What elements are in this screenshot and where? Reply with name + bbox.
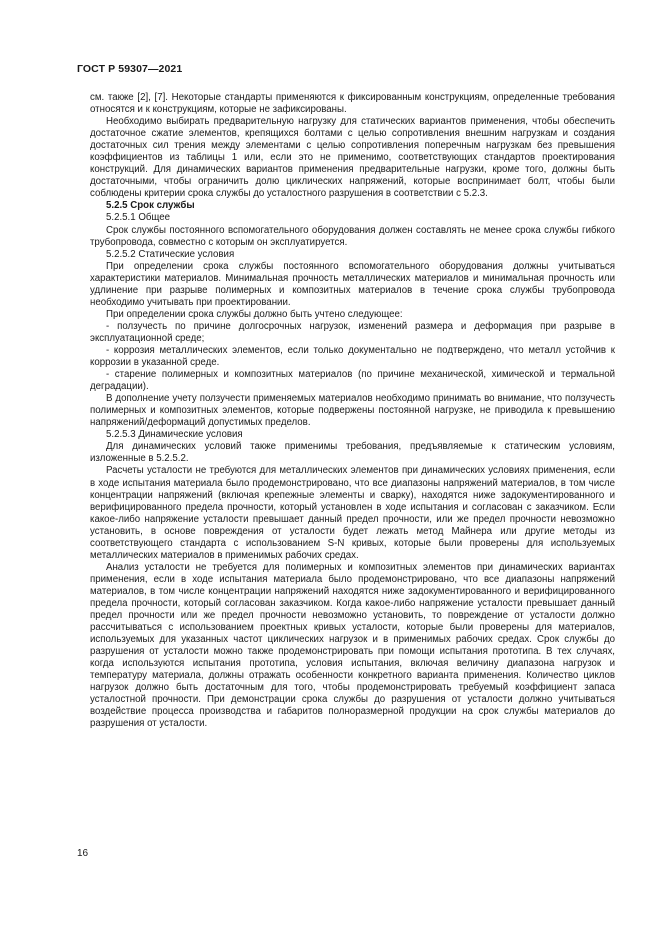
page-number: 16	[77, 848, 89, 859]
document-body	[90, 92, 615, 730]
subsection-heading: 5.2.5.3 Динамические условия	[106, 429, 243, 441]
page-header: ГОСТ Р 59307—2021	[77, 63, 183, 75]
paragraph: Необходимо выбирать предварительную нагрузку для статических вариантов применения, чтобы обеспечить достаточное сжатие элементов, крепящихся болтами с целью сопротивления внешним нагрузкам и создания достаточных сил трения между элементами с целью сопротивления поперечным нагрузкам без превышения коэффициентов из таблицы 1 или, если это не применимо, соответствующих стандартов проектирования конструкций. Для динамических вариантов применения предварительные нагрузки, кроме того, должны быть достаточными, чтобы ограничить долю циклических напряжений, которые воспринимает болт, чтобы были соблюдены критерии срока службы до усталостного разрушения в соответствии с 5.2.3.	[90, 116, 615, 200]
list-item: - коррозия металлических элементов, если только документально не подтверждено, что металл устойчив к коррозии в указанной среде.	[90, 344, 615, 369]
paragraph: Расчеты усталости не требуются для металлических элементов при динамических условиях применения, если в ходе испытания материала было продемонстрировано, что все диапазоны напряжений материалов, в том числе концентрации напряжений (включая крепежные элементы и сварку), находятся ниже задокументированного и верифицированного предела прочности, который установлен в ходе испытания и согласован с заказчиком. Если какое-либо напряжение усталости превышает данный предел прочности, или же предел прочности невозможно установить, в основе повреждения от усталости будет лежать метод Майнера или другие методы из соответствующего стандарта с использованием S-N кривых, которые были проверены для используемых металлических материалов в применимых рабочих средах.	[90, 465, 615, 561]
list-item: - ползучесть по причине долгосрочных нагрузок, изменений размера и деформация при разрыве в эксплуатационной среде;	[90, 320, 615, 344]
subsection-heading: 5.2.5.1 Общее	[106, 212, 171, 224]
paragraph: см. также [2], [7]. Некоторые стандарты применяются к фиксированным конструкциям, определенные требования относятся и к конструкциям, которые не зафиксированы.	[90, 92, 615, 116]
paragraph: Срок службы постоянного вспомогательного оборудования должен составлять не менее срока службы гибкого трубопровода, совместно с которым он эксплуатируется.	[90, 224, 615, 248]
paragraph: При определении срока службы должно быть учтено следующее:	[106, 308, 403, 320]
paragraph: При определении срока службы постоянного вспомогательного оборудования должны учитываться характеристики материалов. Минимальная прочность металлических материалов и минимальная прочность или удлинение при разрыве полимерных и композитных материалов в течение срока службы трубопровода необходимо учитывать при проектировании.	[90, 260, 615, 308]
paragraph: В дополнение учету ползучести применяемых материалов необходимо принимать во внимание, что ползучесть полимерных и композитных элементов, которые подвержены постоянной нагрузке, не приводила к превышению напряжений/деформаций допустимых пределов.	[90, 393, 615, 429]
paragraph: Анализ усталости не требуется для полимерных и композитных элементов при динамических вариантах применения, если в ходе испытания материала было продемонстрировано, что все диапазоны напряжений материалов, в том числе концентрации напряжений находятся ниже задокументированного и верифицированного предела прочности, который согласован заказчиком. Когда какое-либо напряжение усталости превышает данный предел прочности или же предел прочности невозможно установить, то повреждение от усталости должно рассчитываться с использованием проектных кривых усталости, которые были проверены для материалов, используемых для указанных частот циклических нагрузок и в применимых рабочих средах. Срок службы до разрушения от усталости можно также продемонстрировать при помощи испытания прототипа. В тех случаях, когда используются испытания прототипа, условия испытания, включая величину диапазона нагрузок и температуру материала, должны отражать особенности конкретного варианта применения. Количество циклов нагрузок должно быть достаточным для того, чтобы продемонстрировать требуемый коэффициент запаса усталостной прочности. При демонстрации срока службы до разрушения от усталости должно учитываться воздействие процесса производства и габаритов полноразмерной продукции на срок службы материалов до разрушения от усталости.	[90, 561, 615, 730]
paragraph: Для динамических условий также применимы требования, предъявляемые к статическим условиям, изложенные в 5.2.5.2.	[90, 441, 615, 465]
list-item: - старение полимерных и композитных материалов (по причине механической, химической и термальной деградации).	[90, 369, 615, 393]
section-heading: 5.2.5 Срок службы	[106, 200, 195, 212]
subsection-heading: 5.2.5.2 Статические условия	[106, 248, 235, 260]
